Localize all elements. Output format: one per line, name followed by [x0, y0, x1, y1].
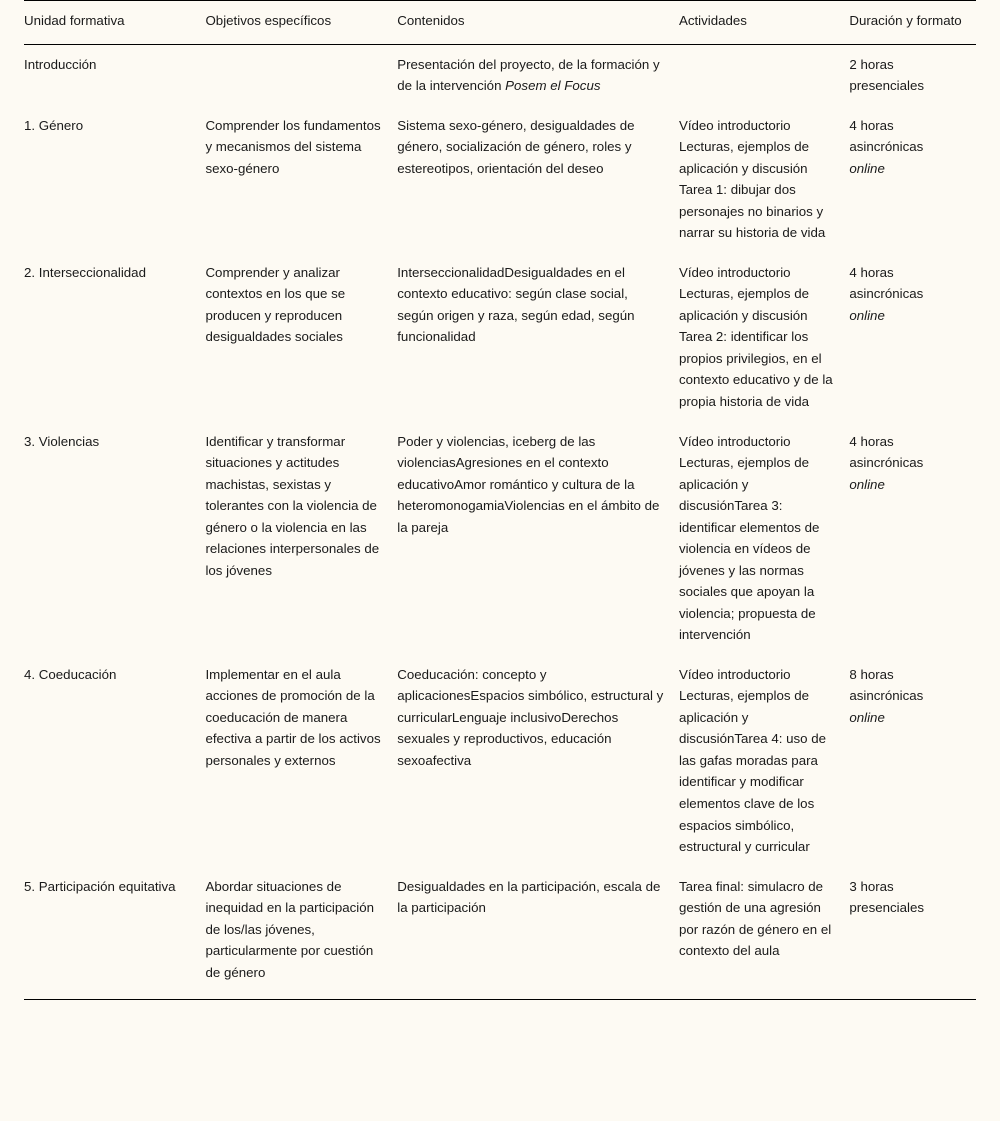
column-header-contenidos: Contenidos	[397, 1, 679, 45]
contenidos-text: Desigualdades en la participación, escala de la participación	[397, 878, 661, 916]
contenidos-text: Sistema sexo-género, desigualdades de género, socialización de género, roles y estereotipos, orientación del deseo	[397, 117, 635, 176]
duracion-emphasis: online	[849, 160, 885, 176]
cell-actividades: Vídeo introductorio Lecturas, ejemplos de aplicación y discusiónTarea 4: uso de las gafas moradas para identificar y modificar elementos clave de los espacios simbólico, estructural y curricular	[678, 666, 827, 855]
column-header-unidad-formativa: Unidad formativa	[24, 1, 205, 45]
cell-objetivos: Implementar en el aula acciones de promoción de la coeducación de manera efectiva a partir de los activos personales y externos	[205, 666, 381, 768]
column-header-actividades: Actividades	[679, 1, 849, 45]
duracion-emphasis: online	[849, 709, 885, 725]
cell-duracion	[849, 422, 976, 655]
column-header-duracion-formato: Duración y formato	[849, 1, 976, 45]
cell-unidad-formativa: 5. Participación equitativa	[24, 867, 205, 1000]
cell-actividades: Vídeo introductorio Lecturas, ejemplos de aplicación y discusiónTarea 3: identificar elementos de violencia en vídeos de jóvenes y las normas sociales que apoyan la violencia; propuesta de intervención	[678, 433, 820, 643]
duracion-emphasis: online	[849, 476, 885, 492]
duracion-text: 2 horas presenciales	[849, 56, 925, 94]
table-body	[24, 44, 976, 1000]
cell-objetivos	[205, 44, 397, 106]
cell-actividades: Tarea final: simulacro de gestión de una agresión por razón de género en el contexto del aula	[679, 867, 849, 1000]
cell-duracion	[849, 106, 976, 253]
cell-objetivos: Abordar situaciones de inequidad en la participación de los/las jóvenes, particularmente por cuestión de género	[205, 867, 397, 1000]
contenidos-emphasis: Posem el Focus	[505, 78, 601, 94]
cell-duracion	[849, 44, 976, 106]
contenidos-text: Poder y violencias, iceberg de las violenciasAgresiones en el contexto educativoAmor romántico y cultura de la heteromonogamiaViolencias en el ámbito de la pareja	[397, 433, 660, 535]
duracion-text: 8 horas asincrónicas	[849, 666, 924, 704]
cell-contenidos	[397, 867, 679, 1000]
cell-duracion	[849, 867, 976, 1000]
contenidos-text: Presentación del proyecto, de la formación y de la intervención	[397, 56, 660, 94]
cell-duracion	[849, 253, 976, 422]
cell-contenidos	[397, 106, 679, 253]
duracion-text: 4 horas asincrónicas	[849, 433, 924, 471]
cell-contenidos	[397, 655, 679, 867]
table-header	[24, 1, 976, 45]
cell-actividades: Vídeo introductorio Lecturas, ejemplos de aplicación y discusión Tarea 1: dibujar dos personajes no binarios y narrar su historia de vida	[678, 117, 826, 241]
cell-unidad-formativa: 2. Interseccionalidad	[24, 264, 146, 280]
table-row	[24, 655, 976, 867]
cell-actividades: Vídeo introductorio Lecturas, ejemplos de aplicación y discusión Tarea 2: identificar los propios privilegios, en el contexto educativo y de la propia historia de vida	[678, 264, 833, 409]
cell-unidad-formativa: 1. Género	[24, 117, 84, 133]
duracion-text: 4 horas asincrónicas	[849, 264, 924, 302]
table-row	[24, 106, 976, 253]
cell-duracion	[849, 655, 976, 867]
table-row	[24, 253, 976, 422]
table-header-row	[24, 1, 976, 45]
cell-unidad-formativa: 4. Coeducación	[24, 666, 117, 682]
cell-contenidos	[397, 422, 679, 655]
duracion-emphasis: online	[849, 307, 885, 323]
cell-objetivos: Comprender los fundamentos y mecanismos del sistema sexo-género	[205, 117, 381, 176]
table-row	[24, 422, 976, 655]
cell-unidad-formativa: Introducción	[24, 56, 97, 72]
cell-unidad-formativa: 3. Violencias	[24, 433, 100, 449]
cell-objetivos: Identificar y transformar situaciones y actitudes machistas, sexistas y tolerantes con la violencia de género o la violencia en las relaciones interpersonales de los jóvenes	[205, 433, 380, 578]
cell-contenidos	[397, 253, 679, 422]
table-row	[24, 867, 976, 1000]
cell-contenidos	[397, 44, 679, 106]
column-header-objetivos-especificos: Objetivos específicos	[205, 1, 397, 45]
cell-actividades	[679, 44, 849, 106]
table-row	[24, 44, 976, 106]
cell-objetivos: Comprender y analizar contextos en los que se producen y reproducen desigualdades sociales	[205, 264, 346, 345]
contenidos-text: Coeducación: concepto y aplicacionesEspacios simbólico, estructural y curricularLenguaje inclusivoDerechos sexuales y reproductivos, educación sexoafectiva	[397, 666, 664, 768]
contenidos-text: InterseccionalidadDesigualdades en el contexto educativo: según clase social, según origen y raza, según edad, según funcionalidad	[397, 264, 635, 345]
duracion-text: 3 horas presenciales	[849, 878, 925, 916]
duracion-text: 4 horas asincrónicas	[849, 117, 924, 155]
training-program-table	[24, 0, 976, 1000]
